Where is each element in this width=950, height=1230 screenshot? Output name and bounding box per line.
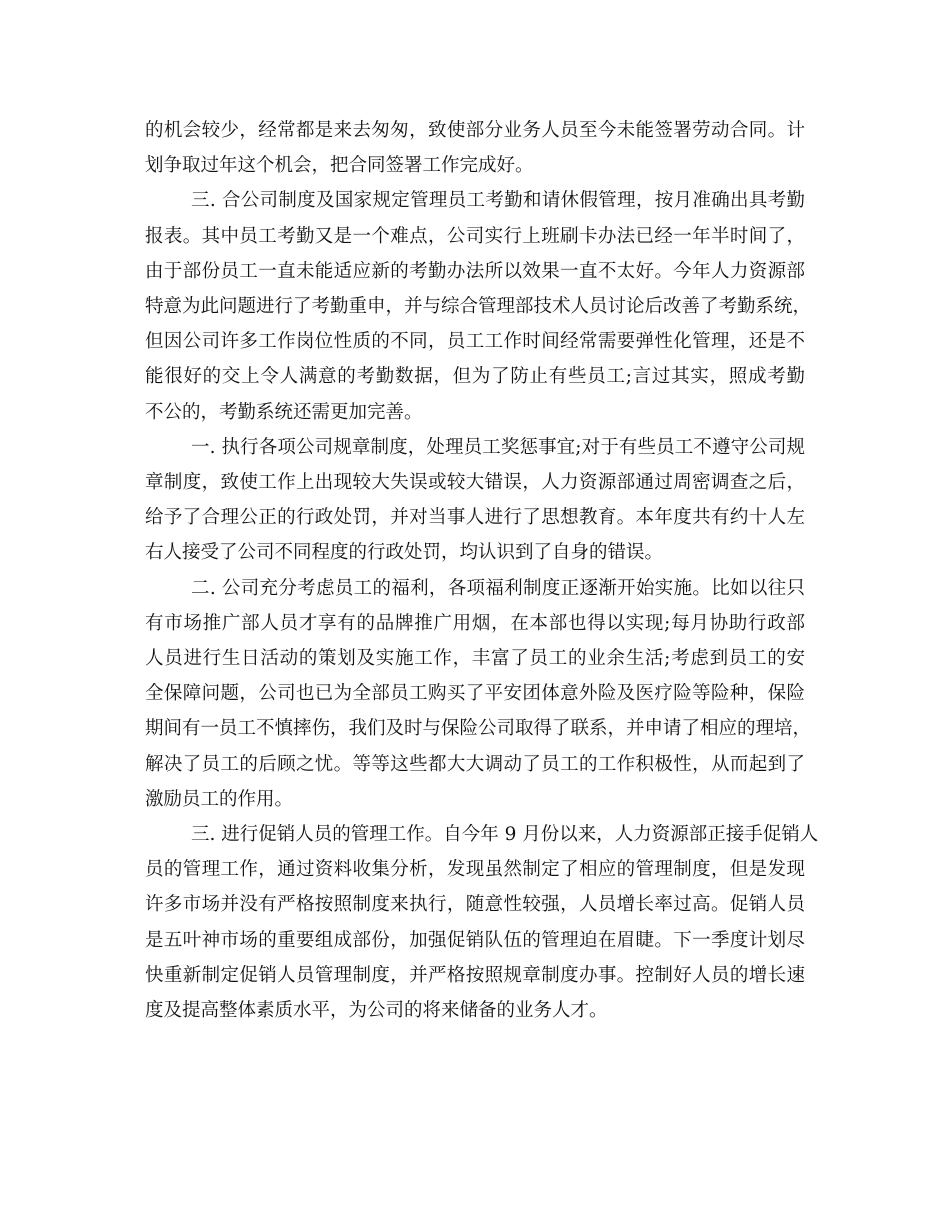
paragraph-attendance — [145, 183, 812, 429]
text-line: 能很好的交上令人满意的考勤数据，但为了防止有些员工;言过其实，照成考勤 — [145, 366, 805, 388]
text-line: 人员进行生日活动的策划及实施工作，丰富了员工的业余生活;考虑到员工的安 — [145, 648, 805, 670]
text-line: 但因公司许多工作岗位性质的不同，员工工作时间经常需要弹性化管理，还是不 — [145, 331, 805, 353]
text-line: 许多市场并没有严格按照制度来执行，随意性较强，人员增长率过高。促销人员 — [145, 894, 805, 916]
text-line: 给予了合理公正的行政处罚，并对当事人进行了思想教育。本年度共有约十人左 — [145, 507, 805, 529]
text-line: 解决了员工的后顾之忧。等等这些都大大调动了员工的工作积极性，从而起到了 — [145, 753, 805, 775]
text-line: 二. 公司充分考虑员工的福利，各项福利制度正逐渐开始实施。比如以往只 — [191, 577, 805, 599]
text-line: 章制度，致使工作上出现较大失误或较大错误，人力资源部通过周密调查之后， — [145, 472, 805, 494]
text-line: 激励员工的作用。 — [145, 788, 294, 810]
text-line: 报表。其中员工考勤又是一个难点，公司实行上班刷卡办法已经一年半时间了， — [145, 225, 805, 247]
text-line: 是五叶神市场的重要组成部份，加强促销队伍的管理迫在眉睫。下一季度计划尽 — [145, 929, 805, 951]
text-line: 由于部份员工一直未能适应新的考勤办法所以效果一直不太好。今年人力资源部 — [145, 260, 805, 282]
text-line: 的机会较少，经常都是来去匆匆，致使部分业务人员至今未能签署劳动合同。计 — [145, 120, 805, 141]
text-line: 三. 进行促销人员的管理工作。自今年 9 月份以来，人力资源部正接手促销人 — [191, 824, 819, 846]
text-line: 一. 执行各项公司规章制度，处理员工奖惩事宜;对于有些员工不遵守公司规 — [191, 436, 805, 458]
text-line: 右人接受了公司不同程度的行政处罚，均认识到了自身的错误。 — [145, 542, 664, 564]
paragraph-welfare — [145, 571, 812, 817]
document-body — [145, 113, 819, 1028]
paragraph-continued — [145, 113, 805, 183]
text-line: 特意为此问题进行了考勤重申，并与综合管理部技术人员讨论后改善了考勤系统， — [145, 296, 812, 318]
text-line: 有市场推广部人员才享有的品牌推广用烟，在本部也得以实现;每月协助行政部 — [145, 612, 805, 634]
text-line: 全保障问题，公司也已为全部员工购买了平安团体意外险及医疗险等险种，保险 — [145, 683, 805, 705]
text-line: 不公的，考勤系统还需更加完善。 — [145, 401, 423, 423]
text-line: 度及提高整体素质水平，为公司的将来储备的业务人才。 — [145, 1000, 608, 1022]
paragraph-promoters — [145, 817, 819, 1028]
text-line: 快重新制定促销人员管理制度，并严格按照规章制度办事。控制好人员的增长速 — [145, 964, 805, 986]
paragraph-rules — [145, 430, 805, 571]
text-line: 期间有一员工不慎摔伤，我们及时与保险公司取得了联系，并申请了相应的理培， — [145, 718, 812, 740]
text-line: 划争取过年这个机会，把合同签署工作完成好。 — [145, 155, 534, 177]
text-line: 三. 合公司制度及国家规定管理员工考勤和请休假管理，按月准确出具考勤 — [191, 190, 805, 212]
text-line: 员的管理工作，通过资料收集分析，发现虽然制定了相应的管理制度，但是发现 — [145, 859, 805, 881]
